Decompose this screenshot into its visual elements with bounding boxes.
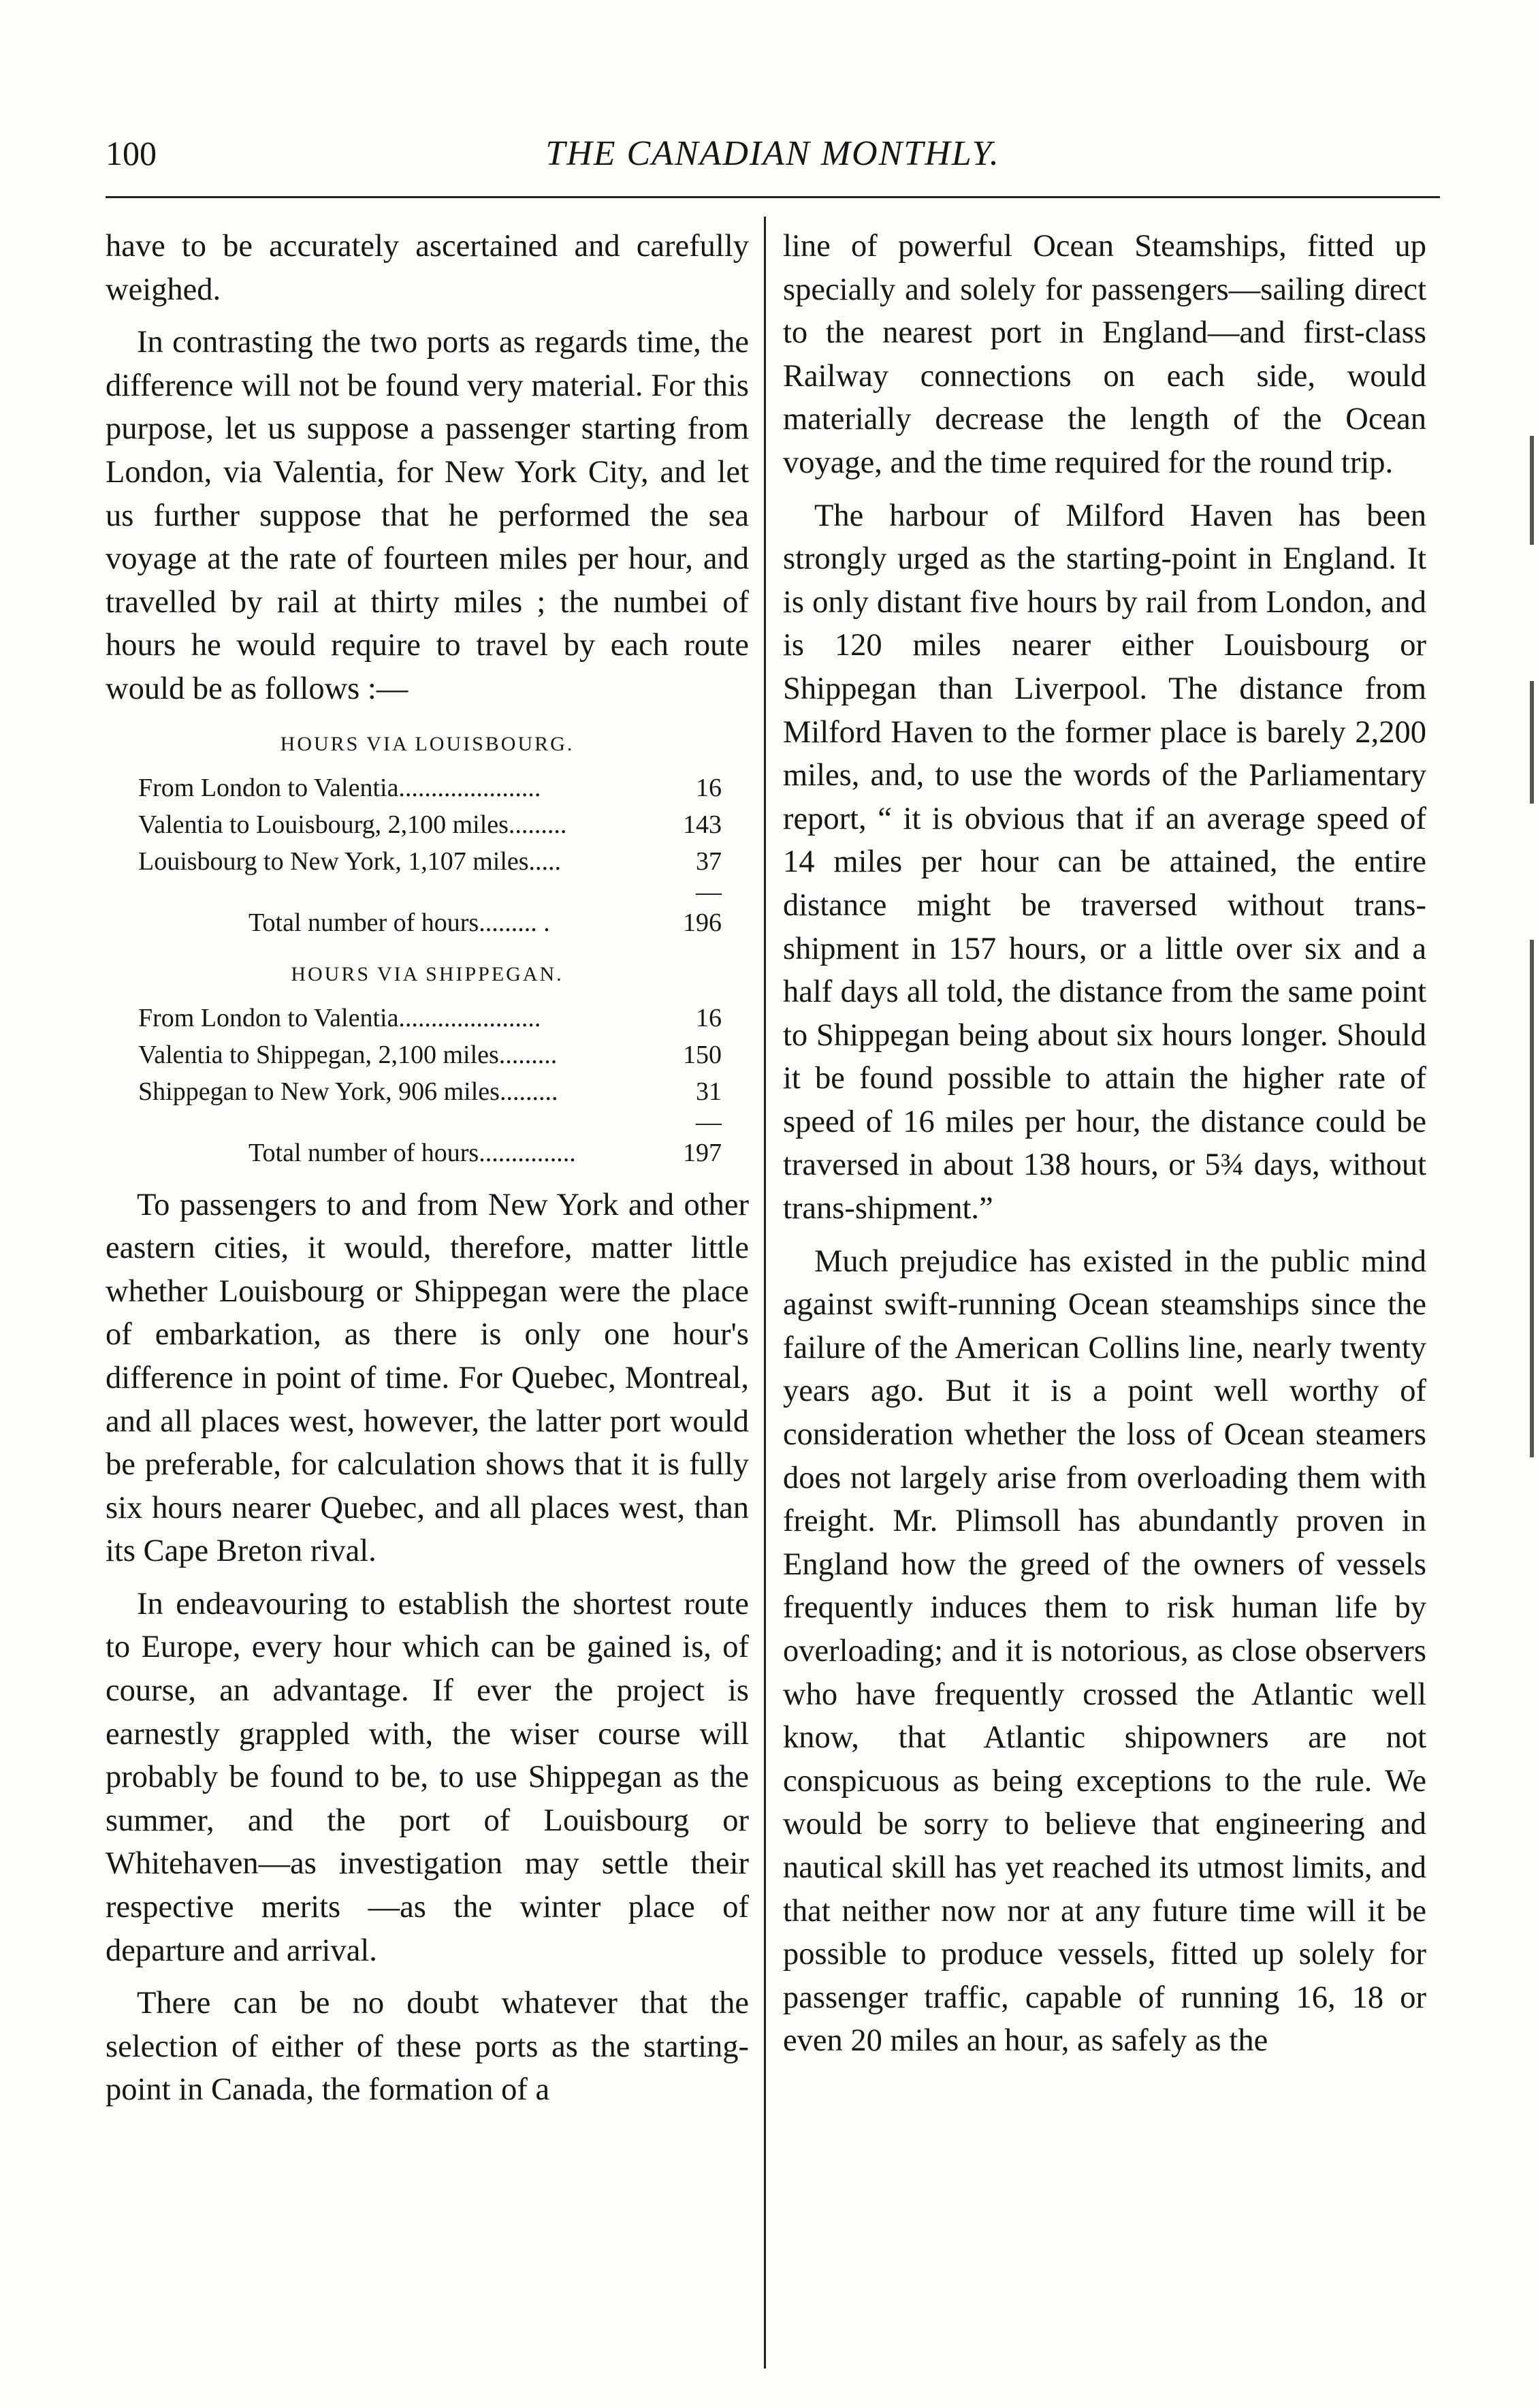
row-value: 143	[683, 810, 722, 839]
row-label: Valentia to Shippegan, 2,100 miles.........	[138, 1040, 558, 1069]
paragraph: line of powerful Ocean Steamships, fitted up specially and solely for passengers—sailing direct to the nearest port in England—and first-class Railway connections on each side, would materially decrease the length of the Ocean voyage, and the time required for the round trip.	[783, 229, 1426, 480]
page-header	[106, 133, 1440, 174]
scan-edge-marks	[1511, 0, 1538, 2408]
row-label: From London to Valentia......................	[138, 1003, 541, 1032]
total-row	[106, 1135, 749, 1171]
row-value: 16	[696, 773, 722, 802]
table-title: HOURS VIA LOUISBOURG.	[280, 732, 575, 755]
row-label: Louisbourg to New York, 1,107 miles.....	[138, 846, 562, 876]
row-value: 16	[696, 1003, 722, 1032]
paragraph: In endeavouring to establish the shortest route to Europe, every hour which can be gained is, of course, an advantage. If ever the project is earnestly grappled with, the wiser course will probably be found to be, to use Shippegan as the summer, and the port of Louisbourg or Whitehaven—as investigation may settle their respective merits —as the winter place of departure and arrival.	[106, 1586, 749, 1968]
table-row	[106, 843, 749, 880]
total-label: Total number of hours...............	[249, 1138, 576, 1167]
column-divider	[764, 217, 766, 2369]
total-value: 196	[683, 908, 722, 937]
paragraph: The harbour of Milford Haven has been strongly urged as the starting-point in England. It is only distant five hours by rail from London, and is 120 miles nearer either Louisbourg or Shippegan than Liverpool. The distance from Milford Haven to the former place is barely 2,200 miles, and, to use the words of the Parliamentary report, “ it is obvious that if an average speed of 14 miles per hour can be attained, the entire distance might be traversed without trans-shipment in 157 hours, or a little over six and a half days all told, the distance from the same point to Shippegan being about six hours longer. Should it be found possible to attain the higher rate of speed of 16 miles per hour, the distance could be traversed in about 138 hours, or 5¾ days, without trans-shipment.”	[783, 498, 1426, 1226]
sum-rule: —	[696, 1107, 722, 1137]
table-row	[106, 770, 749, 806]
row-value: 150	[683, 1040, 722, 1069]
running-title: THE CANADIAN MONTHLY.	[545, 134, 1000, 173]
table-row	[106, 1036, 749, 1073]
page-number: 100	[106, 134, 157, 172]
table-row	[106, 806, 749, 843]
header-rule	[106, 196, 1440, 198]
hours-table-louisbourg	[106, 726, 749, 941]
paragraph: In contrasting the two ports as regards time, the difference will not be found very material. For this purpose, let us suppose a passenger starting from London, via Valentia, for New York City, and let us further suppose that he performed the sea voyage at the rate of fourteen miles per hour, and travelled by rail at thirty miles ; the numbei of hours he would require to travel by each route would be as follows :—	[106, 325, 749, 706]
paragraph: have to be accurately ascertained and carefully weighed.	[106, 229, 749, 307]
row-label: From London to Valentia......................	[138, 773, 541, 802]
left-column	[106, 225, 749, 2112]
row-label: Shippegan to New York, 906 miles.........	[138, 1077, 558, 1106]
paragraph: Much prejudice has existed in the public mind against swift-running Ocean steamships since the failure of the American Collins line, nearly twenty years ago. But it is a point well worthy of consideration whether the loss of Ocean steamers does not largely arise from overloading them with freight. Mr. Plimsoll has abundantly proven in England how the greed of the owners of vessels frequently induces them to risk human life by overloading; and it is notorious, as close observers who have frequently crossed the Atlantic well know, that Atlantic shipowners are not conspicuous as being exceptions to the rule. We would be sorry to believe that engineering and nautical skill has yet reached its utmost limits, and that neither now nor at any future time will it be possible to produce vessels, fitted up solely for passenger traffic, capable of running 16, 18 or even 20 miles an hour, as safely as the	[783, 1243, 1426, 2059]
right-column	[783, 225, 1426, 2063]
paragraph: There can be no doubt whatever that the selection of either of these ports as the starting-point in Canada, the formation of a	[106, 1986, 749, 2108]
scan-mark	[1530, 940, 1534, 1457]
table-row	[106, 1000, 749, 1036]
row-value: 31	[696, 1077, 722, 1106]
table-row	[106, 1073, 749, 1110]
table-title: HOURS VIA SHIPPEGAN.	[291, 962, 564, 985]
hours-table-shippegan	[106, 956, 749, 1171]
scan-mark	[1530, 436, 1534, 545]
paragraph: To passengers to and from New York and other eastern cities, it would, therefore, matter little whether Louisbourg or Shippegan were the place of embarkation, as there is only one hour's difference in point of time. For Quebec, Montreal, and all places west, however, the latter port would be preferable, for calculation shows that it is fully six hours nearer Quebec, and all places west, than its Cape Breton rival.	[106, 1187, 749, 1569]
sum-rule: —	[696, 877, 722, 906]
row-value: 37	[696, 846, 722, 876]
scan-mark	[1530, 681, 1534, 804]
row-label: Valentia to Louisbourg, 2,100 miles.........	[138, 810, 567, 839]
total-label: Total number of hours......... .	[249, 908, 550, 937]
total-value: 197	[683, 1138, 722, 1167]
total-row	[106, 904, 749, 941]
